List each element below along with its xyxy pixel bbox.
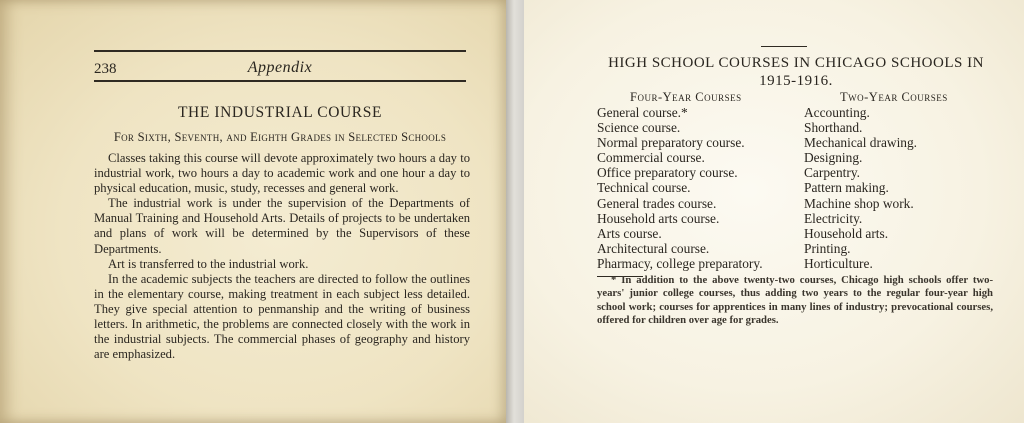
header-rule-top: [94, 50, 466, 52]
list-item: Normal preparatory course.: [597, 135, 745, 151]
paragraph: Classes taking this course will devote approximately two hours a day to industrial work, two hours a day to academic work and one hour a day to physical education, music, study, recesses and general work.: [94, 151, 470, 196]
body-text: [94, 151, 470, 362]
list-item: Pattern making.: [804, 180, 889, 196]
right-page-title: [594, 54, 998, 90]
list-item: General course.*: [597, 105, 688, 120]
two-year-course-list: [804, 105, 917, 271]
book-gutter: [506, 0, 524, 423]
list-item: Pharmacy, college preparatory.: [597, 255, 763, 271]
two-year-heading: Two-Year Courses: [840, 90, 948, 104]
list-item: Horticulture.: [804, 255, 873, 271]
paragraph: The industrial work is under the supervision of the Departments of Manual Training and Household Arts. Details of projects to be undertaken and plans of work will be determined by the Supervisors of these Departments.: [94, 196, 470, 256]
list-item: Accounting.: [804, 105, 870, 120]
paragraph: Art is transferred to the industrial work.: [108, 256, 309, 271]
four-year-heading: Four-Year Courses: [630, 90, 742, 104]
title-rule: [761, 46, 807, 47]
list-item: Household arts course.: [597, 210, 720, 226]
list-item: Science course.: [597, 120, 681, 136]
footnote: [597, 274, 993, 328]
list-item: Arts course.: [597, 225, 662, 241]
running-head: [94, 55, 466, 79]
list-item: Shorthand.: [804, 120, 863, 136]
footnote-text: * In addition to the above twenty-two courses, Chicago high schools offer two-years' junior college courses, thus adding two years to the regular four-year high school work; courses for apprentices in many lines of industry; prevocational courses, offered for children over age for grades.: [597, 274, 993, 327]
list-item: Commercial course.: [597, 150, 705, 166]
list-item: Office preparatory course.: [597, 165, 738, 181]
list-item: Mechanical drawing.: [804, 135, 918, 151]
left-page: [0, 0, 506, 423]
list-item: Architectural course.: [597, 240, 710, 256]
paragraph: In the academic subjects the teachers are directed to follow the outlines in the elementary course, making treatment in each subject less detailed. They give special attention to penmanship and the writing of business letters. In arithmetic, the problems are connected closely with the work in the industrial subjects. The commercial phases of geography and history are emphasized.: [94, 271, 470, 362]
running-title: Appendix: [247, 59, 313, 76]
list-item: Technical course.: [597, 180, 691, 196]
section-title: THE INDUSTRIAL COURSE: [177, 104, 383, 121]
page-number: 238: [94, 61, 117, 77]
list-item: Printing.: [804, 240, 851, 256]
section-subtitle: For Sixth, Seventh, and Eighth Grades in Selected Schools: [113, 130, 447, 144]
list-item: General trades course.: [597, 195, 717, 211]
list-item: Electricity.: [804, 210, 863, 226]
four-year-course-list: [597, 105, 763, 271]
list-item: Carpentry.: [804, 165, 861, 181]
title-line-1: HIGH SCHOOL COURSES IN CHICAGO SCHOOLS IN: [608, 55, 984, 71]
title-line-2: 1915-1916.: [759, 73, 833, 89]
list-item: Household arts.: [804, 225, 889, 241]
list-item: Machine shop work.: [804, 195, 914, 211]
header-rule-bottom: [94, 80, 466, 82]
list-item: Designing.: [804, 150, 863, 166]
